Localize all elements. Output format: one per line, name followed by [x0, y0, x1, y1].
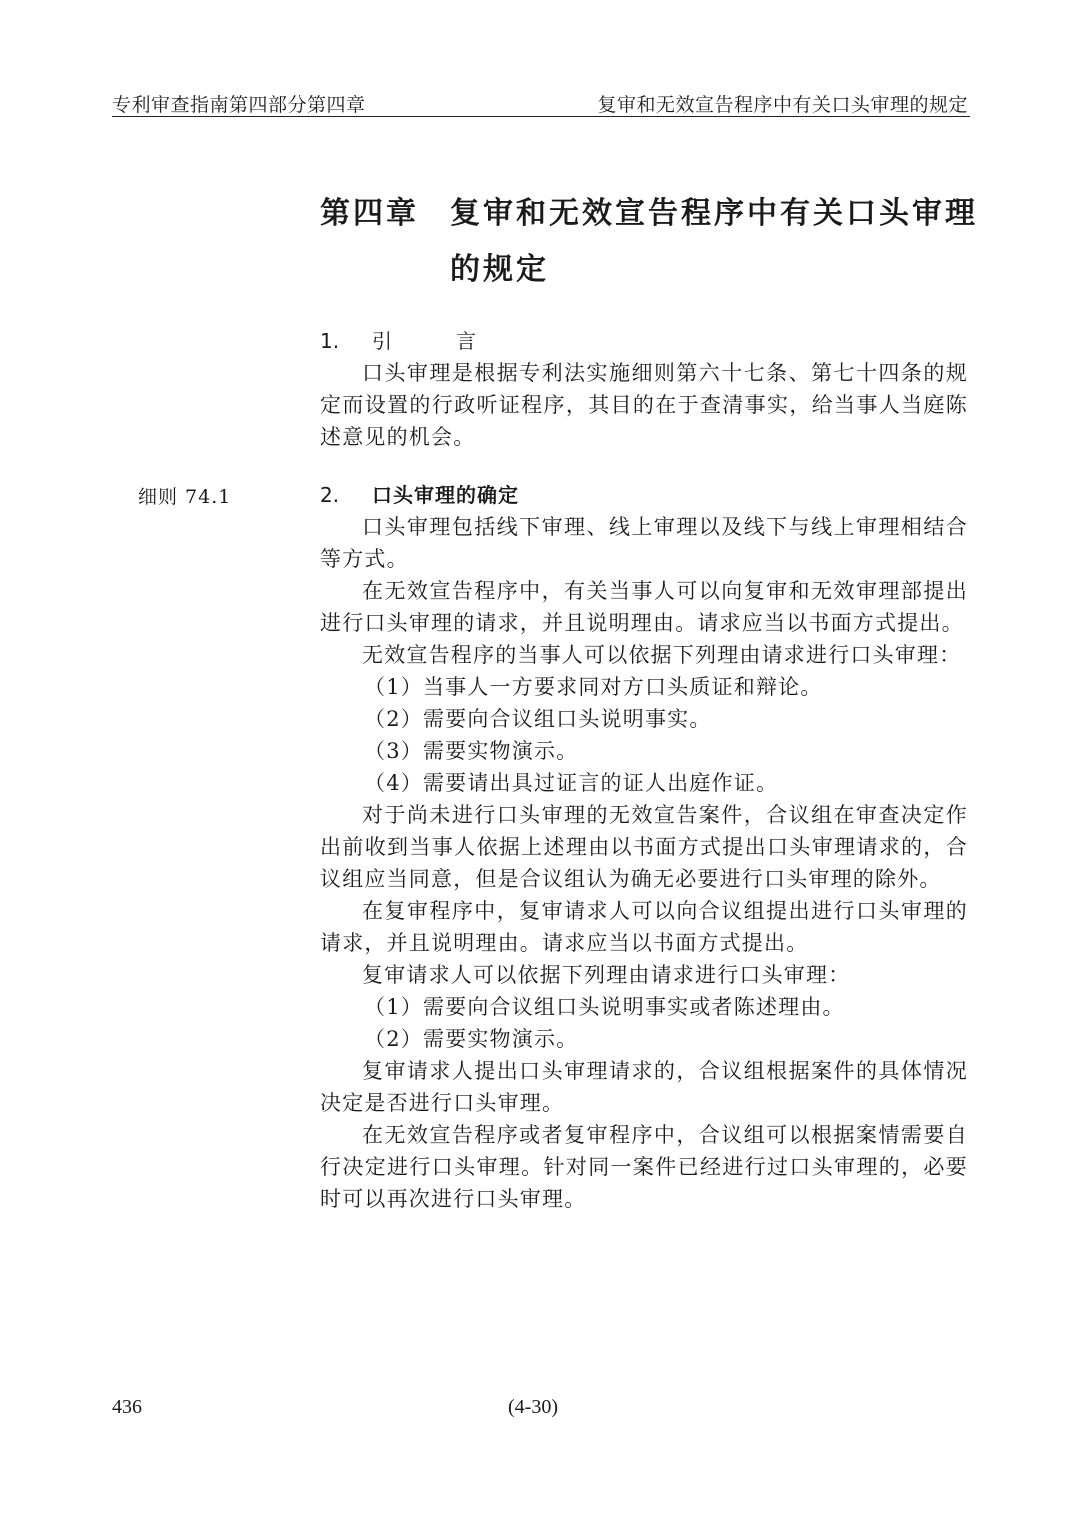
paragraph: 无效宣告程序的当事人可以依据下列理由请求进行口头审理： — [362, 643, 962, 667]
paragraph: 在无效宣告程序或者复审程序中，合议组可以根据案情需要自行决定进行口头审理。针对同一案件已经进行过口头审理的，必要时可以再次进行口头审理。 — [320, 1123, 968, 1211]
margin-note: 细则 74.1 — [138, 486, 232, 508]
list-item: （1）当事人一方要求同对方口头质证和辩论。 — [364, 675, 823, 699]
section-1-body — [320, 357, 968, 453]
chapter-title-line1: 复审和无效宣告程序中有关口头审理 — [450, 196, 978, 231]
section-number: 1. — [320, 329, 340, 353]
list-item: （4）需要请出具过证言的证人出庭作证。 — [364, 771, 779, 795]
running-head-left: 专利审查指南第四部分第四章 — [112, 94, 366, 116]
list-item: （2）需要实物演示。 — [364, 1027, 579, 1051]
paragraph: 复审请求人提出口头审理请求的，合议组根据案件的具体情况决定是否进行口头审理。 — [320, 1059, 968, 1115]
list-item: （3）需要实物演示。 — [364, 739, 579, 763]
section-title: 口头审理的确定 — [372, 483, 519, 507]
page-number: 436 — [112, 1396, 142, 1418]
paragraph: 复审请求人可以依据下列理由请求进行口头审理： — [362, 963, 851, 987]
paragraph: 对于尚未进行口头审理的无效宣告案件，合议组在审查决定作出前收到当事人依据上述理由以书面方式提出口头审理请求的，合议组应当同意，但是合议组认为确无必要进行口头审理的除外。 — [320, 803, 968, 891]
section-heading-1 — [320, 325, 498, 357]
section-number: 2. — [320, 483, 340, 507]
running-head-right: 复审和无效宣告程序中有关口头审理的规定 — [597, 94, 968, 116]
paragraph: 在复审程序中，复审请求人可以向合议组提出进行口头审理的请求，并且说明理由。请求应当以书面方式提出。 — [320, 899, 968, 955]
paragraph: 在无效宣告程序中，有关当事人可以向复审和无效审理部提出进行口头审理的请求，并且说明理由。请求应当以书面方式提出。 — [320, 579, 968, 635]
list-item: （1）需要向合议组口头说明事实或者陈述理由。 — [364, 995, 845, 1019]
section-2-body — [320, 511, 968, 1215]
chapter-number: 第四章 — [320, 196, 419, 231]
list-item: （2）需要向合议组口头说明事实。 — [364, 707, 712, 731]
section-title: 引 言 — [372, 329, 498, 353]
chapter-title-line2: 的规定 — [450, 252, 549, 287]
chapter-title — [320, 186, 980, 298]
paragraph: 口头审理包括线下审理、线上审理以及线下与线上审理相结合等方式。 — [320, 515, 968, 571]
paragraph: 口头审理是根据专利法实施细则第六十七条、第七十四条的规定而设置的行政听证程序，其目的在于查清事实，给当事人当庭陈述意见的机会。 — [320, 361, 968, 449]
section-heading-2 — [320, 479, 519, 511]
running-head — [112, 86, 970, 117]
section-page-number: (4-30) — [508, 1396, 558, 1418]
